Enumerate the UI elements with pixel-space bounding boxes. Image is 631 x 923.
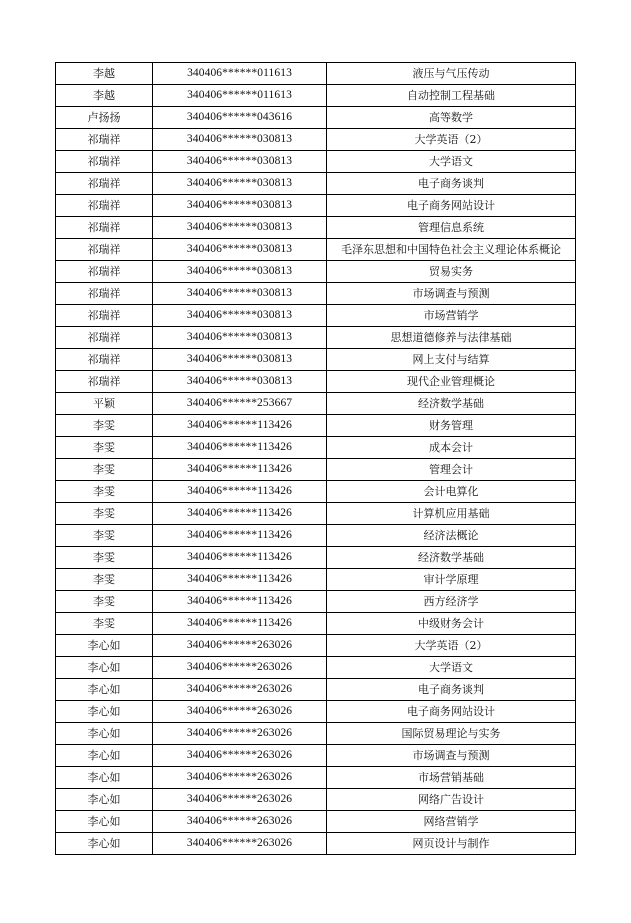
table-row [56, 701, 576, 723]
course-name-cell: 网页设计与制作 [327, 833, 576, 855]
course-name-cell: 市场营销学 [327, 305, 576, 327]
course-name-cell: 会计电算化 [327, 481, 576, 503]
student-name-cell: 李雯 [56, 459, 153, 481]
table-row [56, 635, 576, 657]
course-name-cell: 中级财务会计 [327, 613, 576, 635]
course-name-cell: 自动控制工程基础 [327, 85, 576, 107]
id-number-cell: 340406******030813 [153, 283, 327, 305]
table-row [56, 217, 576, 239]
table-row [56, 327, 576, 349]
course-name-cell: 国际贸易理论与实务 [327, 723, 576, 745]
student-name-cell: 李雯 [56, 547, 153, 569]
id-number-cell: 340406******263026 [153, 679, 327, 701]
table-row [56, 679, 576, 701]
student-name-cell: 李雯 [56, 481, 153, 503]
course-name-cell: 西方经济学 [327, 591, 576, 613]
id-number-cell: 340406******263026 [153, 723, 327, 745]
table-row [56, 723, 576, 745]
id-number-cell: 340406******263026 [153, 745, 327, 767]
id-number-cell: 340406******263026 [153, 833, 327, 855]
student-name-cell: 祁瑞祥 [56, 283, 153, 305]
id-number-cell: 340406******030813 [153, 173, 327, 195]
id-number-cell: 340406******030813 [153, 129, 327, 151]
table-row [56, 789, 576, 811]
student-name-cell: 李心如 [56, 635, 153, 657]
table-row [56, 393, 576, 415]
student-name-cell: 祁瑞祥 [56, 349, 153, 371]
student-name-cell: 李心如 [56, 745, 153, 767]
student-name-cell: 平颖 [56, 393, 153, 415]
id-number-cell: 340406******113426 [153, 525, 327, 547]
course-name-cell: 财务管理 [327, 415, 576, 437]
student-name-cell: 李雯 [56, 613, 153, 635]
student-name-cell: 祁瑞祥 [56, 371, 153, 393]
course-name-cell: 经济法概论 [327, 525, 576, 547]
course-name-cell: 网上支付与结算 [327, 349, 576, 371]
course-name-cell: 成本会计 [327, 437, 576, 459]
course-name-cell: 市场调查与预测 [327, 283, 576, 305]
table-row [56, 481, 576, 503]
id-number-cell: 340406******263026 [153, 701, 327, 723]
course-name-cell: 计算机应用基础 [327, 503, 576, 525]
id-number-cell: 340406******011613 [153, 63, 327, 85]
student-name-cell: 李雯 [56, 525, 153, 547]
student-name-cell: 李心如 [56, 657, 153, 679]
table-body [56, 63, 576, 855]
course-name-cell: 管理信息系统 [327, 217, 576, 239]
course-name-cell: 思想道德修养与法律基础 [327, 327, 576, 349]
table-row [56, 129, 576, 151]
table-row [56, 811, 576, 833]
id-number-cell: 340406******253667 [153, 393, 327, 415]
table-row [56, 63, 576, 85]
table-row [56, 569, 576, 591]
id-number-cell: 340406******030813 [153, 327, 327, 349]
table-row [56, 151, 576, 173]
id-number-cell: 340406******263026 [153, 635, 327, 657]
course-name-cell: 管理会计 [327, 459, 576, 481]
id-number-cell: 340406******030813 [153, 349, 327, 371]
table-row [56, 547, 576, 569]
course-name-cell: 网络广告设计 [327, 789, 576, 811]
table-row [56, 459, 576, 481]
id-number-cell: 340406******030813 [153, 239, 327, 261]
id-number-cell: 340406******263026 [153, 811, 327, 833]
id-number-cell: 340406******263026 [153, 657, 327, 679]
table-row [56, 371, 576, 393]
course-name-cell: 毛泽东思想和中国特色社会主义理论体系概论 [327, 239, 576, 261]
student-name-cell: 祁瑞祥 [56, 173, 153, 195]
id-number-cell: 340406******113426 [153, 481, 327, 503]
student-name-cell: 李心如 [56, 789, 153, 811]
course-name-cell: 高等数学 [327, 107, 576, 129]
student-name-cell: 李越 [56, 85, 153, 107]
student-name-cell: 李心如 [56, 679, 153, 701]
id-number-cell: 340406******263026 [153, 767, 327, 789]
id-number-cell: 340406******113426 [153, 569, 327, 591]
course-name-cell: 贸易实务 [327, 261, 576, 283]
id-number-cell: 340406******263026 [153, 789, 327, 811]
table-row [56, 745, 576, 767]
table-row [56, 525, 576, 547]
course-name-cell: 液压与气压传动 [327, 63, 576, 85]
student-name-cell: 祁瑞祥 [56, 151, 153, 173]
student-name-cell: 李心如 [56, 767, 153, 789]
table-row [56, 833, 576, 855]
student-name-cell: 李心如 [56, 723, 153, 745]
table-row [56, 239, 576, 261]
student-name-cell: 祁瑞祥 [56, 305, 153, 327]
table-row [56, 415, 576, 437]
id-number-cell: 340406******030813 [153, 261, 327, 283]
student-name-cell: 李越 [56, 63, 153, 85]
course-name-cell: 市场营销基础 [327, 767, 576, 789]
student-name-cell: 卢扬扬 [56, 107, 153, 129]
course-name-cell: 电子商务网站设计 [327, 195, 576, 217]
student-name-cell: 李心如 [56, 811, 153, 833]
course-name-cell: 经济数学基础 [327, 393, 576, 415]
course-name-cell: 电子商务谈判 [327, 173, 576, 195]
course-name-cell: 大学英语（2） [327, 635, 576, 657]
id-number-cell: 340406******113426 [153, 459, 327, 481]
table-row [56, 261, 576, 283]
id-number-cell: 340406******011613 [153, 85, 327, 107]
table-row [56, 195, 576, 217]
course-name-cell: 大学英语（2） [327, 129, 576, 151]
id-number-cell: 340406******113426 [153, 503, 327, 525]
id-number-cell: 340406******113426 [153, 415, 327, 437]
table-row [56, 85, 576, 107]
id-number-cell: 340406******030813 [153, 217, 327, 239]
table-row [56, 173, 576, 195]
student-name-cell: 祁瑞祥 [56, 195, 153, 217]
id-number-cell: 340406******030813 [153, 151, 327, 173]
course-name-cell: 大学语文 [327, 657, 576, 679]
student-name-cell: 祁瑞祥 [56, 129, 153, 151]
id-number-cell: 340406******113426 [153, 437, 327, 459]
student-name-cell: 李雯 [56, 437, 153, 459]
id-number-cell: 340406******030813 [153, 305, 327, 327]
student-name-cell: 李雯 [56, 569, 153, 591]
course-name-cell: 审计学原理 [327, 569, 576, 591]
course-name-cell: 市场调查与预测 [327, 745, 576, 767]
course-name-cell: 电子商务谈判 [327, 679, 576, 701]
table-row [56, 591, 576, 613]
id-number-cell: 340406******113426 [153, 613, 327, 635]
id-number-cell: 340406******030813 [153, 195, 327, 217]
table-row [56, 349, 576, 371]
id-number-cell: 340406******113426 [153, 591, 327, 613]
table-row [56, 437, 576, 459]
student-name-cell: 李心如 [56, 701, 153, 723]
course-name-cell: 电子商务网站设计 [327, 701, 576, 723]
course-name-cell: 经济数学基础 [327, 547, 576, 569]
student-name-cell: 祁瑞祥 [56, 327, 153, 349]
course-name-cell: 现代企业管理概论 [327, 371, 576, 393]
id-number-cell: 340406******113426 [153, 547, 327, 569]
table-row [56, 305, 576, 327]
student-name-cell: 祁瑞祥 [56, 239, 153, 261]
id-number-cell: 340406******043616 [153, 107, 327, 129]
student-name-cell: 祁瑞祥 [56, 217, 153, 239]
student-course-table [55, 62, 576, 855]
course-name-cell: 大学语文 [327, 151, 576, 173]
table-row [56, 503, 576, 525]
student-name-cell: 李雯 [56, 415, 153, 437]
table-row [56, 107, 576, 129]
student-name-cell: 李雯 [56, 591, 153, 613]
id-number-cell: 340406******030813 [153, 371, 327, 393]
student-name-cell: 祁瑞祥 [56, 261, 153, 283]
table-row [56, 657, 576, 679]
course-name-cell: 网络营销学 [327, 811, 576, 833]
table-row [56, 613, 576, 635]
student-name-cell: 李雯 [56, 503, 153, 525]
table-row [56, 283, 576, 305]
student-name-cell: 李心如 [56, 833, 153, 855]
table-row [56, 767, 576, 789]
